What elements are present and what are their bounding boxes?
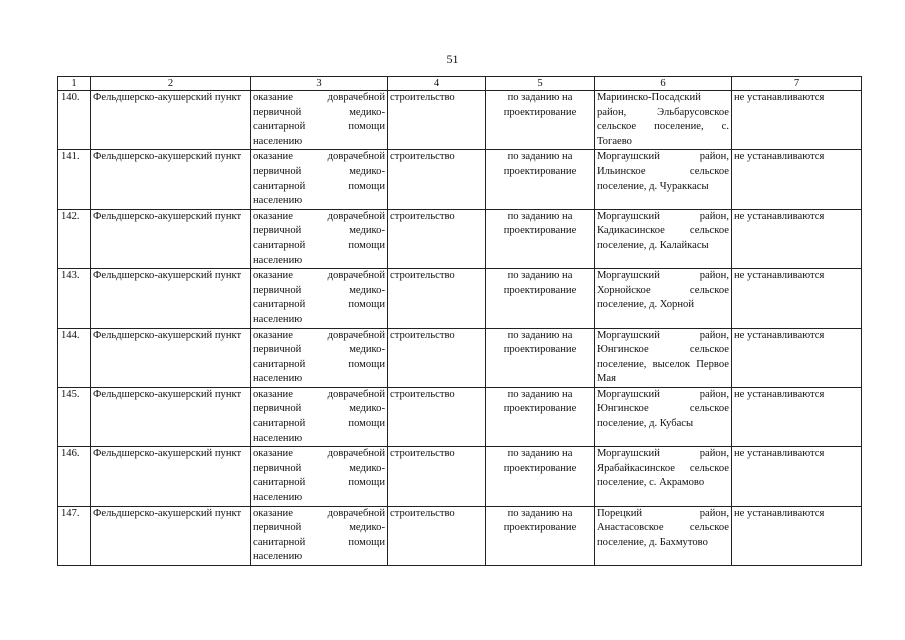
restricted-zones: не устанавливаются — [732, 150, 862, 209]
restricted-zones: не устанавливаются — [732, 447, 862, 506]
object-purpose: оказание доврачебной первичной медико-санитарной помощи населению — [251, 506, 388, 565]
row-number: 145. — [58, 387, 91, 446]
table-row — [58, 506, 862, 565]
object-location: Моргаушский район, Юнгинское сельское поселение, д. Кубасы — [595, 387, 732, 446]
restricted-zones: не устанавливаются — [732, 209, 862, 268]
table-row — [58, 269, 862, 328]
object-purpose: оказание доврачебной первичной медико-санитарной помощи населению — [251, 447, 388, 506]
header-cell: 2 — [91, 77, 251, 91]
work-type: строительство — [388, 91, 486, 150]
object-location: Порецкий район, Анастасовское сельское поселение, д. Бахмутово — [595, 506, 732, 565]
header-row — [58, 77, 862, 91]
object-location: Моргаушский район, Юнгинское сельское поселение, выселок Первое Мая — [595, 328, 732, 387]
row-number: 142. — [58, 209, 91, 268]
restricted-zones: не устанавливаются — [732, 269, 862, 328]
table-row — [58, 91, 862, 150]
object-name: Фельдшерско-акушерский пункт — [91, 447, 251, 506]
object-characteristics: по заданию на проектирование — [486, 387, 595, 446]
object-characteristics: по заданию на проектирование — [486, 447, 595, 506]
restricted-zones: не устанавливаются — [732, 387, 862, 446]
header-cell: 1 — [58, 77, 91, 91]
object-purpose: оказание доврачебной первичной медико-санитарной помощи населению — [251, 269, 388, 328]
restricted-zones: не устанавливаются — [732, 91, 862, 150]
header-cell: 4 — [388, 77, 486, 91]
work-type: строительство — [388, 150, 486, 209]
row-number: 147. — [58, 506, 91, 565]
object-name: Фельдшерско-акушерский пункт — [91, 269, 251, 328]
work-type: строительство — [388, 387, 486, 446]
header-cell: 3 — [251, 77, 388, 91]
header-cell: 6 — [595, 77, 732, 91]
object-characteristics: по заданию на проектирование — [486, 209, 595, 268]
object-characteristics: по заданию на проектирование — [486, 269, 595, 328]
row-number: 143. — [58, 269, 91, 328]
work-type: строительство — [388, 506, 486, 565]
object-location: Моргаушский район, Кадикасинское сельское поселение, д. Калайкасы — [595, 209, 732, 268]
object-location: Моргаушский район, Ильинское сельское поселение, д. Чураккасы — [595, 150, 732, 209]
object-name: Фельдшерско-акушерский пункт — [91, 387, 251, 446]
object-name: Фельдшерско-акушерский пункт — [91, 150, 251, 209]
object-purpose: оказание доврачебной первичной медико-санитарной помощи населению — [251, 150, 388, 209]
object-location: Моргаушский район, Хорнойское сельское поселение, д. Хорной — [595, 269, 732, 328]
row-number: 140. — [58, 91, 91, 150]
object-name: Фельдшерско-акушерский пункт — [91, 91, 251, 150]
object-characteristics: по заданию на проектирование — [486, 506, 595, 565]
restricted-zones: не устанавливаются — [732, 506, 862, 565]
table-row — [58, 150, 862, 209]
table-row — [58, 447, 862, 506]
work-type: строительство — [388, 328, 486, 387]
object-characteristics: по заданию на проектирование — [486, 91, 595, 150]
header-cell: 5 — [486, 77, 595, 91]
row-number: 144. — [58, 328, 91, 387]
object-name: Фельдшерско-акушерский пункт — [91, 209, 251, 268]
object-name: Фельдшерско-акушерский пункт — [91, 506, 251, 565]
object-location: Моргаушский район, Ярабайкасинское сельское поселение, с. Акрамово — [595, 447, 732, 506]
object-name: Фельдшерско-акушерский пункт — [91, 328, 251, 387]
row-number: 146. — [58, 447, 91, 506]
work-type: строительство — [388, 269, 486, 328]
object-purpose: оказание доврачебной первичной медико-санитарной помощи населению — [251, 387, 388, 446]
object-characteristics: по заданию на проектирование — [486, 150, 595, 209]
work-type: строительство — [388, 447, 486, 506]
object-purpose: оказание доврачебной первичной медико-санитарной помощи населению — [251, 209, 388, 268]
table-row — [58, 328, 862, 387]
object-location: Мариинско-Посадский район, Эльбарусовское сельское поселение, с. Тогаево — [595, 91, 732, 150]
restricted-zones: не устанавливаются — [732, 328, 862, 387]
page-number: 51 — [446, 52, 459, 66]
document-table — [57, 76, 862, 566]
table-row — [58, 209, 862, 268]
object-characteristics: по заданию на проектирование — [486, 328, 595, 387]
object-purpose: оказание доврачебной первичной медико-санитарной помощи населению — [251, 91, 388, 150]
table-row — [58, 387, 862, 446]
row-number: 141. — [58, 150, 91, 209]
object-purpose: оказание доврачебной первичной медико-санитарной помощи населению — [251, 328, 388, 387]
header-cell: 7 — [732, 77, 862, 91]
work-type: строительство — [388, 209, 486, 268]
